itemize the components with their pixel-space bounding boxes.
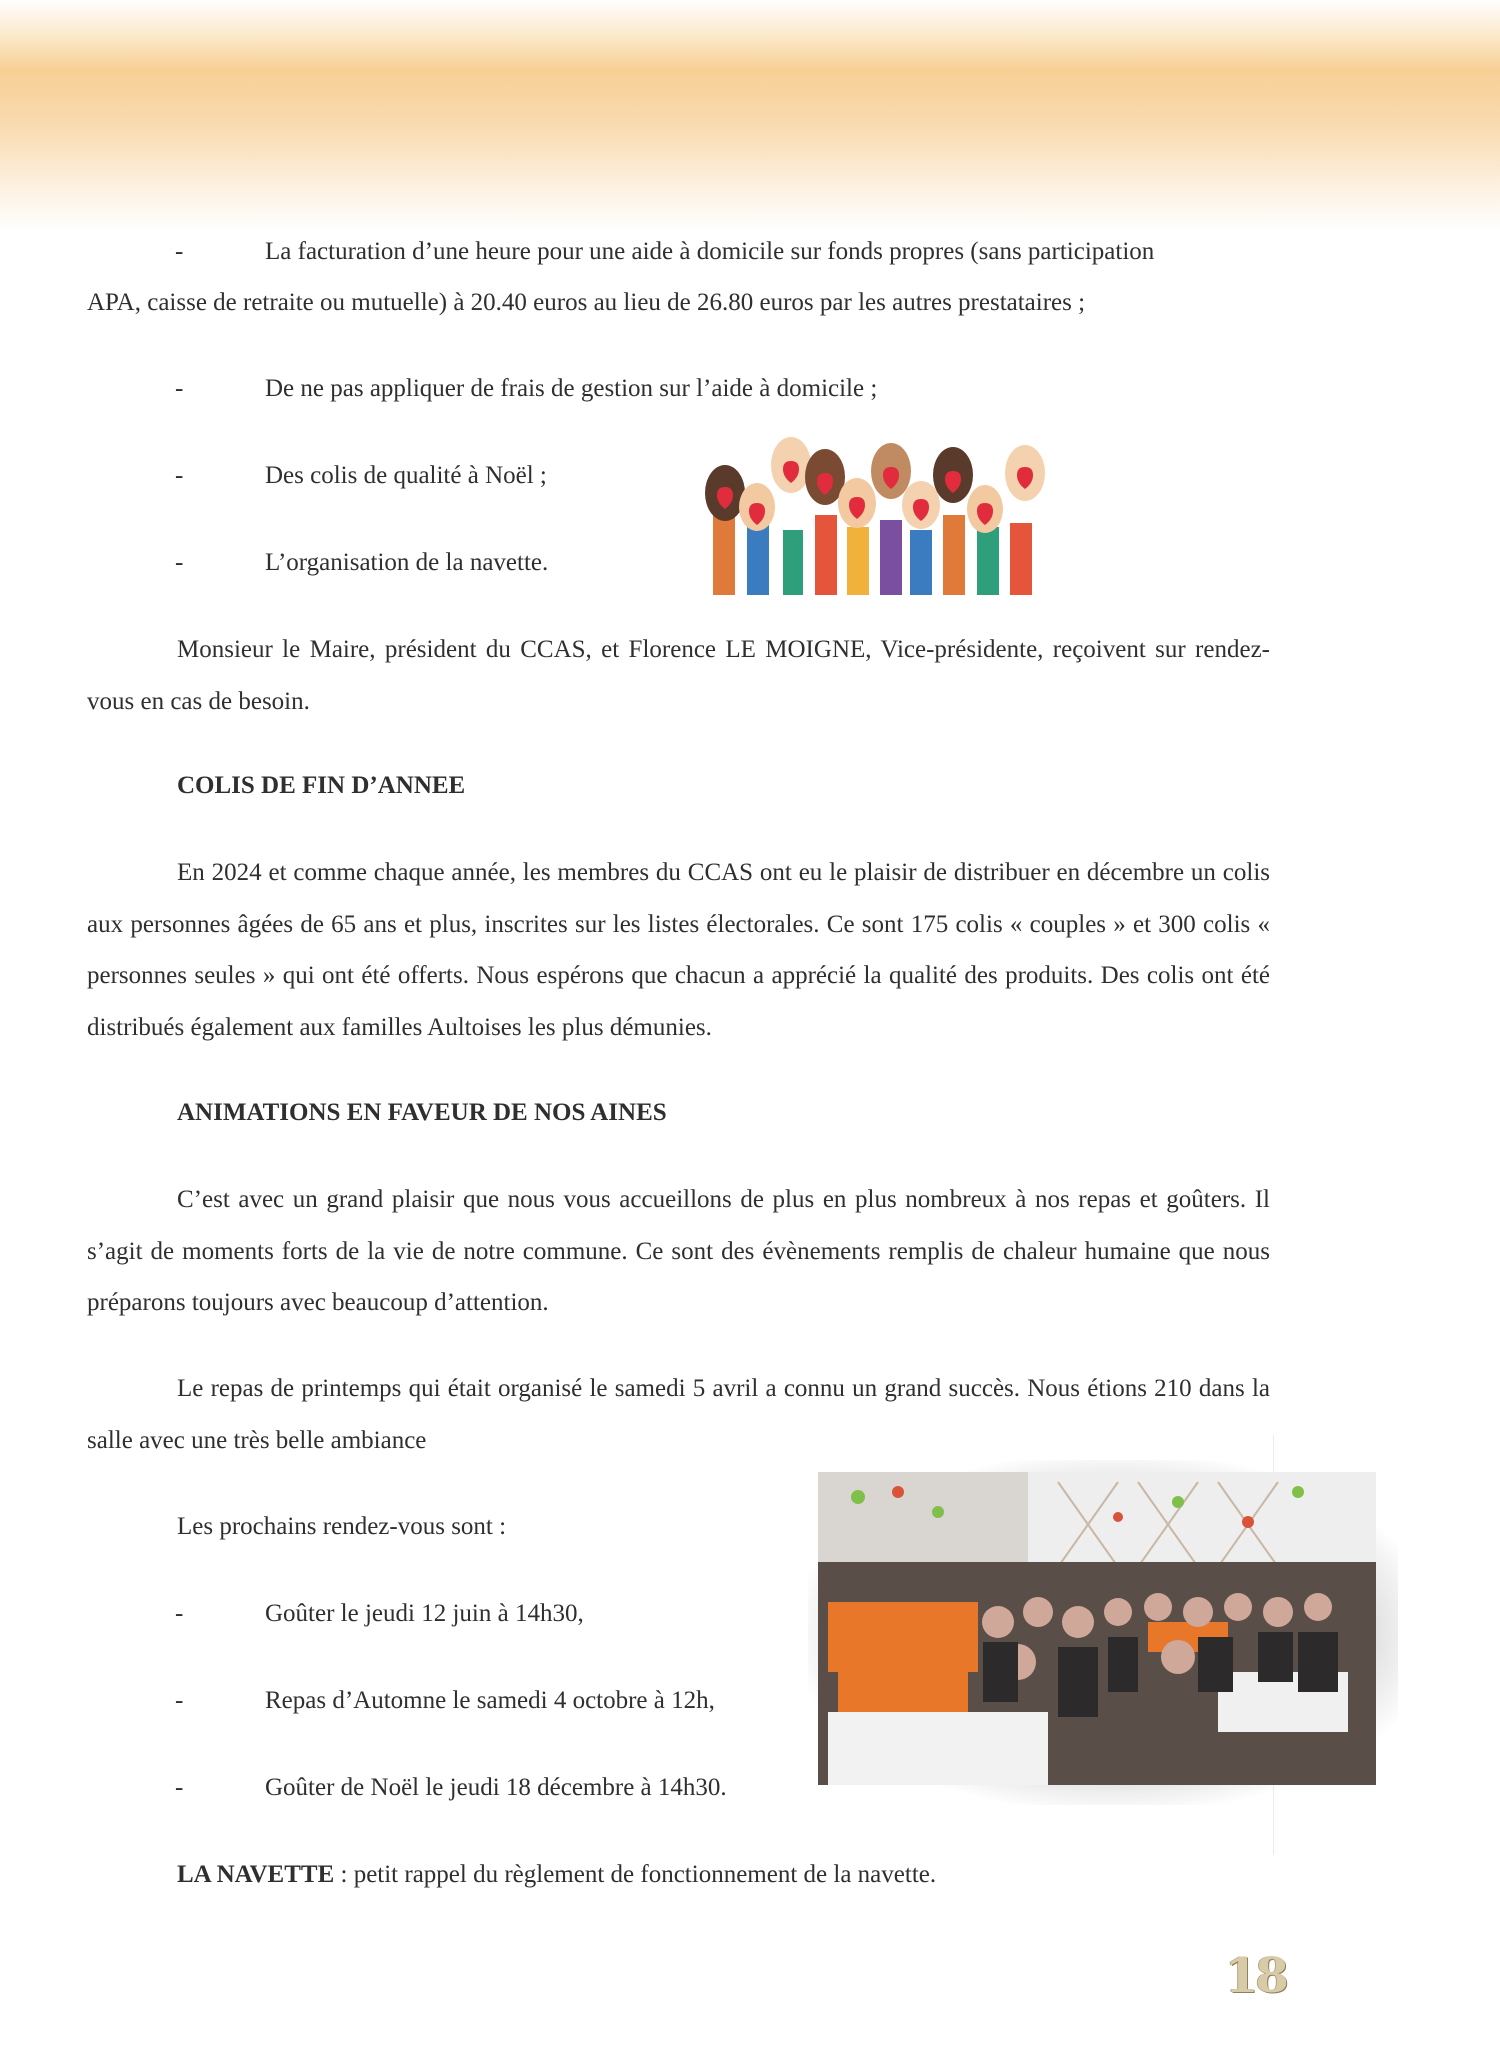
- page-number: 18: [1225, 1948, 1286, 2004]
- banquet-photo-drawing: [818, 1472, 1376, 1785]
- bullet-text: Goûter le jeudi 12 juin à 14h30,: [265, 1600, 584, 1627]
- bullet-dash: -: [175, 549, 184, 576]
- bullet-text: Goûter de Noël le jeudi 18 décembre à 14h30.: [265, 1774, 727, 1801]
- bullet-text: La facturation d’une heure pour une aide à domicile sur fonds propres (sans participation: [265, 238, 1155, 265]
- bullet-facturation-continuation: APA, caisse de retraite ou mutuelle) à 20.40 euros au lieu de 26.80 euros par les autres prestataires ;: [87, 289, 1086, 316]
- bullet-text: L’organisation de la navette.: [265, 549, 549, 576]
- heading-colis-fin-annee: COLIS DE FIN D’ANNEE: [177, 772, 466, 799]
- navette-text: : petit rappel du règlement de fonctionnement de la navette.: [334, 1861, 937, 1888]
- paragraph-maire: Monsieur le Maire, président du CCAS, et Florence LE MOIGNE, Vice-présidente, reçoivent sur rendez-vous en cas de besoin.: [87, 636, 1270, 715]
- navette-line: [177, 1849, 936, 1901]
- bullet-dash: -: [175, 1687, 184, 1714]
- rdv-intro: Les prochains rendez-vous sont :: [177, 1513, 507, 1540]
- bullet-text: Des colis de qualité à Noël ;: [265, 462, 547, 489]
- bullet-dash: -: [175, 1600, 184, 1627]
- top-decorative-band: [0, 0, 1500, 232]
- paragraph-plaisir: C’est avec un grand plaisir que nous vous accueillons de plus en plus nombreux à nos repas et goûters. Il s’agit de moments forts de la vie de notre commune. Ce sont des évènements remplis de chaleur humaine que nous préparons toujours avec beaucoup d’attention.: [87, 1186, 1270, 1316]
- bullet-dash: -: [175, 1774, 184, 1801]
- banquet-photo: [818, 1472, 1376, 1785]
- raised-hands-hearts-illustration: [695, 435, 1070, 595]
- heading-animations: ANIMATIONS EN FAVEUR DE NOS AINES: [177, 1099, 667, 1126]
- bullet-text: Repas d’Automne le samedi 4 octobre à 12h,: [265, 1687, 715, 1714]
- bullet-dash: -: [175, 238, 184, 265]
- navette-label: LA NAVETTE: [177, 1861, 335, 1888]
- bullet-dash: -: [175, 462, 184, 489]
- paragraph-printemps: Le repas de printemps qui était organisé le samedi 5 avril a connu un grand succès. Nous étions 210 dans la salle avec une très belle ambiance: [87, 1375, 1270, 1454]
- paragraph-colis: En 2024 et comme chaque année, les membres du CCAS ont eu le plaisir de distribuer en décembre un colis aux personnes âgées de 65 ans et plus, inscrites sur les listes électorales. Ce sont 175 colis « couples » et 300 colis « personnes seules » qui ont été offerts. Nous espérons que chacun a apprécié la qualité des produits. Des colis ont été distribués également aux familles Aultoises les plus démunies.: [87, 859, 1270, 1041]
- bullet-text: De ne pas appliquer de frais de gestion sur l’aide à domicile ;: [265, 375, 878, 402]
- bullet-dash: -: [175, 375, 184, 402]
